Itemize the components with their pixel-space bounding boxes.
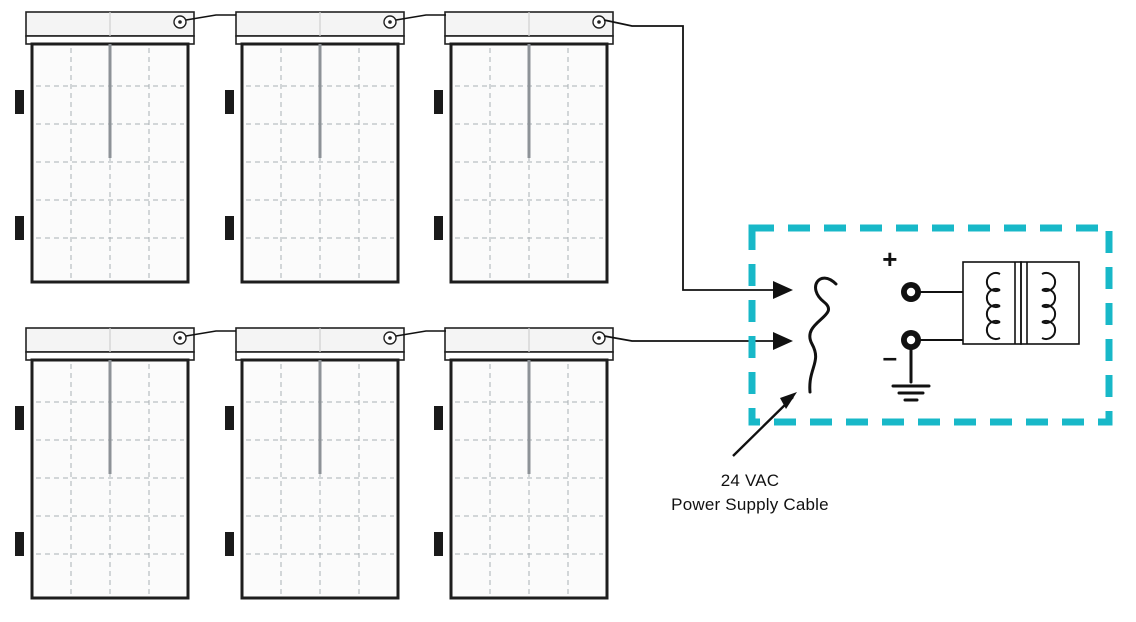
terminal-plus-label: + <box>882 244 898 274</box>
power-supply-label-line1: 24 VAC <box>720 471 780 490</box>
enclosure-boundary <box>752 228 1109 422</box>
arrow-head-top <box>773 281 793 299</box>
power-supply-cable <box>810 278 836 392</box>
callout-arrow <box>733 397 793 456</box>
array-run-bottom <box>604 336 773 341</box>
terminal-minus-label: – <box>882 342 898 372</box>
array-run-top <box>604 20 773 290</box>
transformer-symbol <box>963 262 1079 344</box>
power-supply-label-line2: Power Supply Cable <box>671 495 829 514</box>
panel-chain-wires-top <box>186 15 446 20</box>
positive-terminal <box>901 282 921 302</box>
panel-chain-wires-bottom <box>186 331 446 336</box>
arrow-head-bottom <box>773 332 793 350</box>
